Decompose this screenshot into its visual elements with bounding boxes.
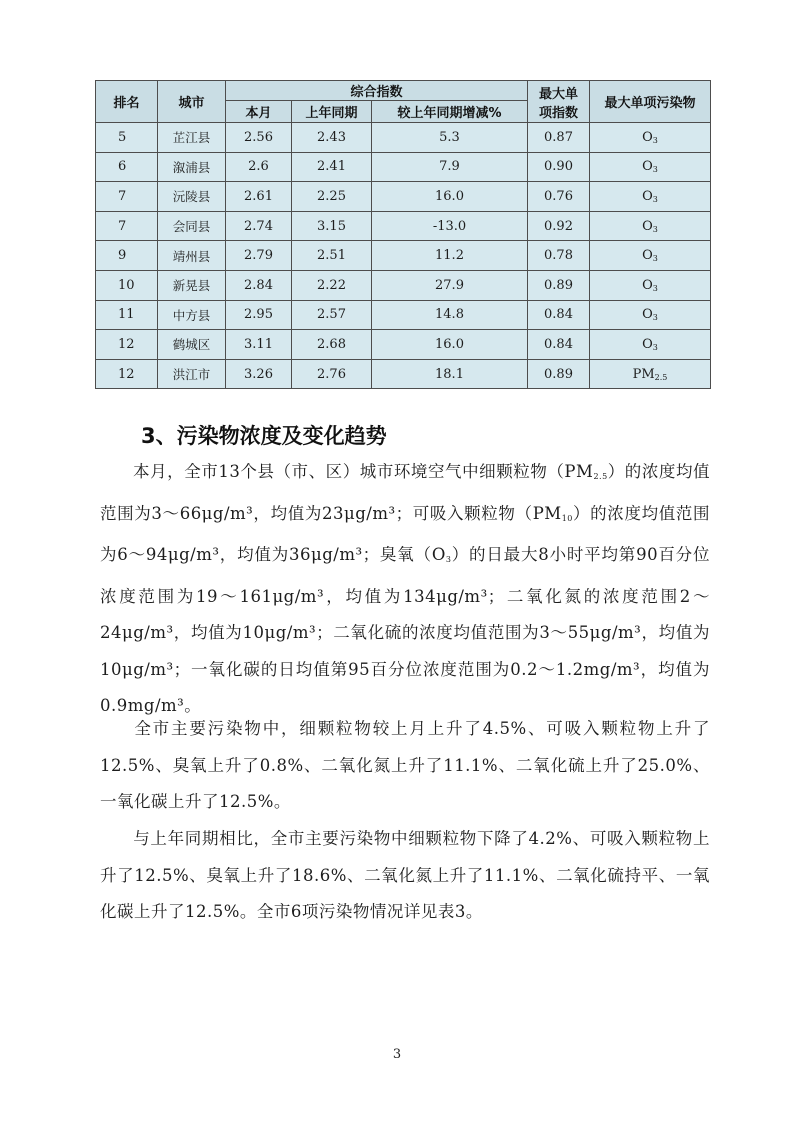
- cell-rank: 6: [96, 152, 158, 182]
- cell-last-year: 2.25: [292, 182, 372, 212]
- cell-city: 洪江市: [158, 359, 226, 389]
- cell-change: 16.0: [372, 182, 528, 212]
- cell-max-index: 0.90: [528, 152, 590, 182]
- cell-max-index: 0.84: [528, 330, 590, 360]
- cell-this-month: 2.95: [226, 300, 292, 330]
- cell-pollutant: $O_3$: [590, 123, 711, 153]
- cell-change: 18.1: [372, 359, 528, 389]
- cell-rank: 7: [96, 182, 158, 212]
- cell-rank: 7: [96, 211, 158, 241]
- cell-pollutant: $O_3$: [590, 270, 711, 300]
- cell-pollutant: $O_3$: [590, 182, 711, 212]
- cell-city: 中方县: [158, 300, 226, 330]
- cell-pollutant: $O_3$: [590, 241, 711, 271]
- cell-this-month: 2.6: [226, 152, 292, 182]
- table-body: [96, 123, 711, 389]
- cell-max-index: 0.89: [528, 359, 590, 389]
- cell-rank: 12: [96, 359, 158, 389]
- cell-change: 5.3: [372, 123, 528, 153]
- cell-change: -13.0: [372, 211, 528, 241]
- cell-this-month: 3.26: [226, 359, 292, 389]
- cell-max-index: 0.78: [528, 241, 590, 271]
- table-row: [96, 330, 711, 360]
- cell-rank: 10: [96, 270, 158, 300]
- header-max-single-index-line1: 最大单: [538, 86, 578, 102]
- cell-max-index: 0.89: [528, 270, 590, 300]
- header-max-single-index: [528, 81, 590, 123]
- cell-last-year: 2.51: [292, 241, 372, 271]
- cell-this-month: 2.56: [226, 123, 292, 153]
- cell-rank: 11: [96, 300, 158, 330]
- cell-pollutant: $O_3$: [590, 211, 711, 241]
- cell-max-index: 0.76: [528, 182, 590, 212]
- cell-pollutant: $O_3$: [590, 152, 711, 182]
- header-city: 城市: [158, 81, 226, 123]
- cell-city: 芷江县: [158, 123, 226, 153]
- cell-rank: 5: [96, 123, 158, 153]
- cell-pollutant: $O_3$: [590, 300, 711, 330]
- cell-this-month: 3.11: [226, 330, 292, 360]
- air-quality-ranking-table: [95, 80, 711, 389]
- header-this-month: 本月: [226, 101, 292, 123]
- cell-this-month: 2.61: [226, 182, 292, 212]
- cell-pollutant: $O_3$: [590, 330, 711, 360]
- cell-city: 新晃县: [158, 270, 226, 300]
- table-row: [96, 182, 711, 212]
- table-row: [96, 359, 711, 389]
- cell-change: 7.9: [372, 152, 528, 182]
- table-row: [96, 152, 711, 182]
- cell-this-month: 2.84: [226, 270, 292, 300]
- paragraph-month-change: [100, 711, 710, 821]
- section-title: 3、污染物浓度及变化趋势: [141, 424, 387, 448]
- cell-last-year: 2.76: [292, 359, 372, 389]
- table-row: [96, 211, 711, 241]
- header-last-year-same-period: 上年同期: [292, 101, 372, 123]
- cell-last-year: 2.22: [292, 270, 372, 300]
- paragraph-month-change-text: 全市主要污染物中，细颗粒物较上月上升了4.5%、可吸入颗粒物上升了12.5%、臭氧上升了0.8%、二氧化氮上升了11.1%、二氧化硫上升了25.0%、一氧化碳上升了12.5%。: [100, 719, 710, 811]
- table-row: [96, 241, 711, 271]
- header-composite-index: 综合指数: [226, 81, 528, 101]
- cell-pollutant: $PM_{2.5}$: [590, 359, 711, 389]
- cell-city: 溆浦县: [158, 152, 226, 182]
- header-rank: 排名: [96, 81, 158, 123]
- paragraph-yoy-change-text: 与上年同期相比，全市主要污染物中细颗粒物下降了4.2%、可吸入颗粒物上升了12.5%、臭氧上升了18.6%、二氧化氮上升了11.1%、二氧化硫持平、一氧化碳上升了12.5%。全市6项污染物情况详见表3。: [100, 829, 710, 921]
- cell-last-year: 2.43: [292, 123, 372, 153]
- cell-rank: 9: [96, 241, 158, 271]
- cell-change: 16.0: [372, 330, 528, 360]
- cell-city: 沅陵县: [158, 182, 226, 212]
- cell-change: 27.9: [372, 270, 528, 300]
- paragraph-yoy-change: [100, 821, 710, 931]
- page-number: 3: [392, 1047, 402, 1062]
- cell-rank: 12: [96, 330, 158, 360]
- cell-max-index: 0.84: [528, 300, 590, 330]
- cell-city: 靖州县: [158, 241, 226, 271]
- cell-city: 会同县: [158, 211, 226, 241]
- header-max-single-index-line2: 项指数: [538, 105, 578, 121]
- header-yoy-change: 较上年同期增减%: [372, 101, 528, 123]
- cell-this-month: 2.74: [226, 211, 292, 241]
- cell-change: 11.2: [372, 241, 528, 271]
- cell-change: 14.8: [372, 300, 528, 330]
- cell-city: 鹤城区: [158, 330, 226, 360]
- cell-last-year: 3.15: [292, 211, 372, 241]
- paragraph-concentration-text: 本月，全市13个县（市、区）城市环境空气中细颗粒物$(PM_{2.5})$的浓度均值范围为3～66μg/m³，均值为23μg/m³；可吸入颗粒物$(PM_{10})$的浓度均值范围为6～94μg/m³，均值为36μg/m³；臭氧$(O_3)$的日最大8小时平均第90百分位浓度范围为19～161μg/m³，均值为134μg/m³；二氧化氮的浓度范围2～24μg/m³，均值为10μg/m³；二氧化硫的浓度均值范围为3～55μg/m³，均值为10μg/m³；一氧化碳的日均值第95百分位浓度范围为0.2～1.2mg/m³，均值为0.9mg/m³。: [100, 462, 711, 715]
- paragraph-concentration: [100, 454, 710, 725]
- cell-last-year: 2.68: [292, 330, 372, 360]
- table-row: [96, 270, 711, 300]
- table-row: [96, 300, 711, 330]
- cell-last-year: 2.41: [292, 152, 372, 182]
- cell-this-month: 2.79: [226, 241, 292, 271]
- header-max-single-pollutant: 最大单项污染物: [590, 81, 711, 123]
- cell-max-index: 0.87: [528, 123, 590, 153]
- cell-last-year: 2.57: [292, 300, 372, 330]
- table-row: [96, 123, 711, 153]
- cell-max-index: 0.92: [528, 211, 590, 241]
